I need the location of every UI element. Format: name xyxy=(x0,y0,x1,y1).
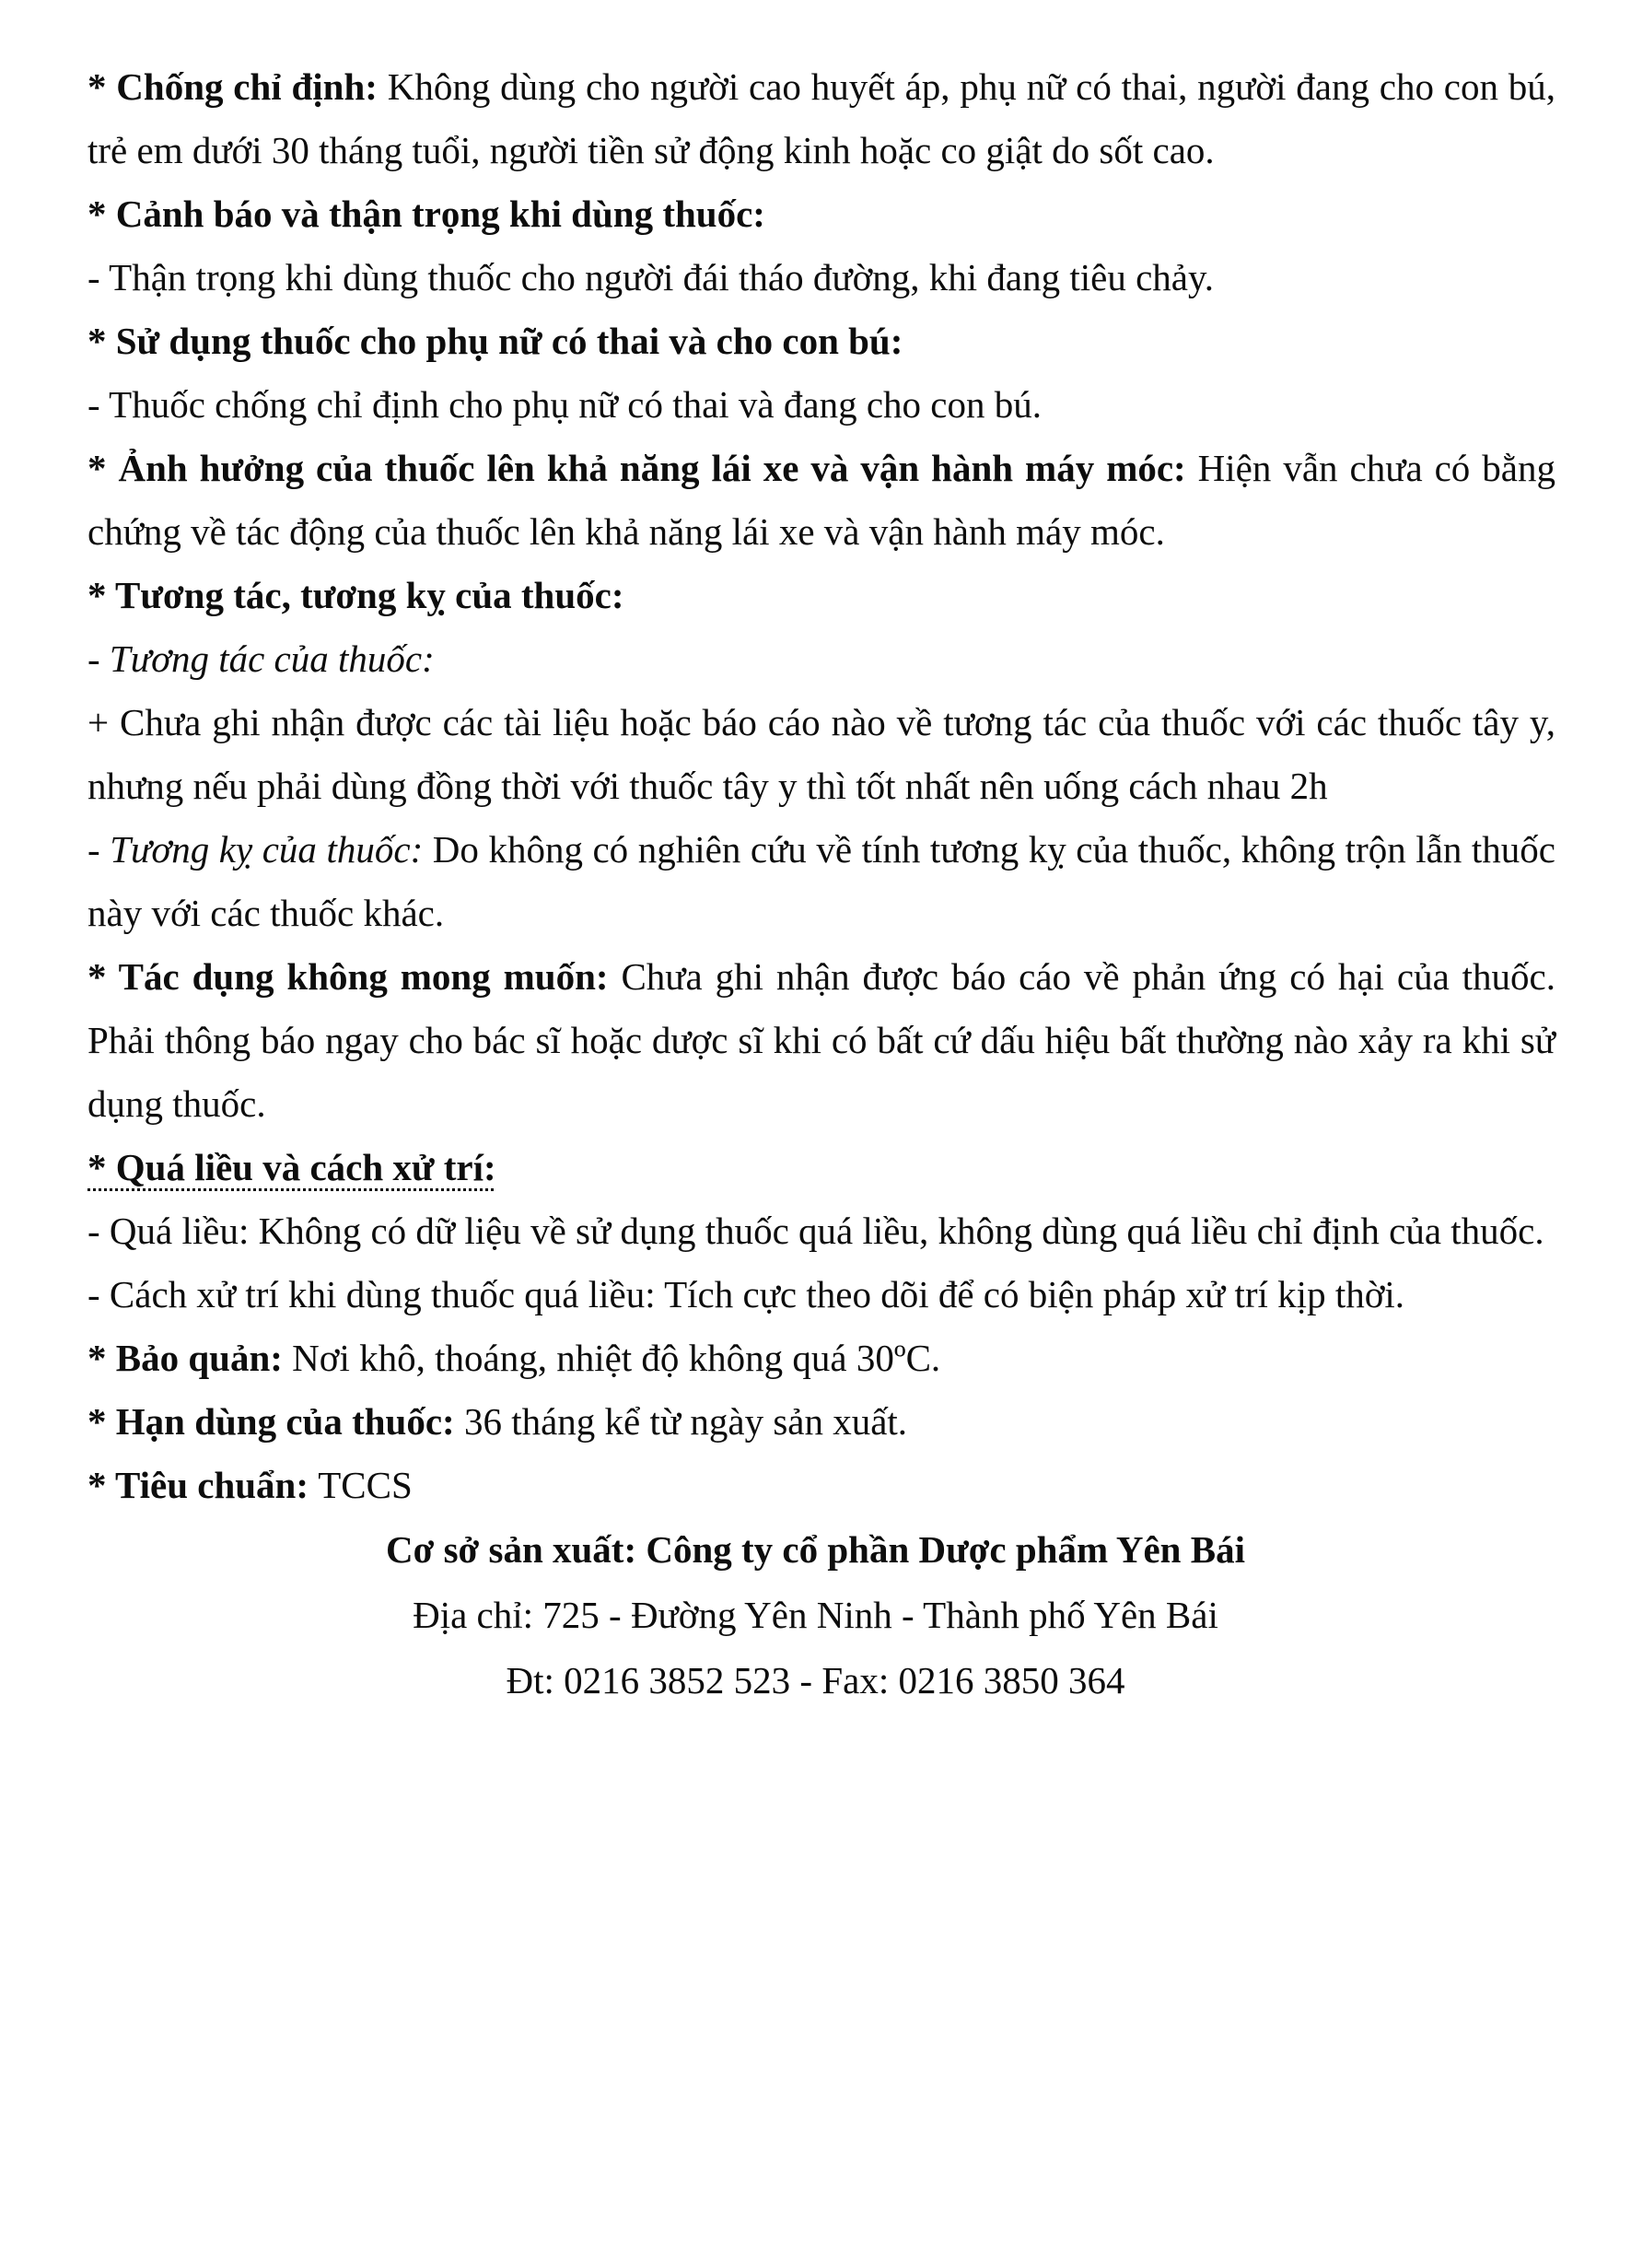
text-segment: - Quá liều: Không có dữ liệu về sử dụng thuốc quá liều, không dùng quá liều chỉ định của thuốc. xyxy=(87,1210,1544,1252)
text-segment: Hiện vẫn chưa có bằng chứng về tác động của thuốc lên khả năng lái xe và vận hành máy móc. xyxy=(87,447,1566,553)
text-segment: - Tương tác của thuốc: xyxy=(87,637,435,680)
text-segment: * Bảo quản: xyxy=(87,1337,293,1379)
text-segment: Nơi khô, thoáng, nhiệt độ không quá 30ºC. xyxy=(292,1337,941,1379)
paragraph-interactions-subheading xyxy=(87,627,1555,691)
paragraph-overdose-heading xyxy=(87,1136,1555,1199)
text-segment: - Cách xử trí khi dùng thuốc quá liều: Tích cực theo dõi để có biện pháp xử trí kịp thời. xyxy=(87,1273,1405,1315)
text-segment: * Tiêu chuẩn: xyxy=(87,1464,319,1506)
paragraph-warnings-item xyxy=(87,246,1555,310)
paragraph-warnings-heading xyxy=(87,182,1555,246)
document-footer xyxy=(0,1517,1631,1713)
paragraph-storage xyxy=(87,1327,1555,1390)
text-segment: * Ảnh hưởng của thuốc lên khả năng lái xe và vận hành máy móc: xyxy=(87,447,1198,489)
text-segment: Do không có nghiên cứu về tính tương kỵ của thuốc, không trộn lẫn thuốc này với các thuốc khác. xyxy=(87,828,1566,934)
paragraph-interactions-item xyxy=(87,691,1566,818)
text-segment: * Chống chỉ định: xyxy=(87,65,388,108)
paragraph-standard xyxy=(87,1454,1555,1517)
text-segment: - Tương kỵ của thuốc: xyxy=(87,828,433,871)
paragraph-overdose-handling-item xyxy=(87,1263,1555,1327)
text-segment: * Sử dụng thuốc cho phụ nữ có thai và cho con bú: xyxy=(87,320,903,362)
text-segment: * Quá liều và cách xử trí: xyxy=(87,1146,496,1188)
text-segment: - Thận trọng khi dùng thuốc cho người đái tháo đường, khi đang tiêu chảy. xyxy=(87,256,1215,298)
paragraph-pregnancy-item xyxy=(87,373,1555,437)
paragraph-interactions-heading xyxy=(87,564,1555,627)
paragraph-pregnancy-heading xyxy=(87,310,1555,373)
phone-fax-line: Đt: 0216 3852 523 - Fax: 0216 3850 364 xyxy=(506,1659,1125,1701)
paragraph-adverse-effects xyxy=(87,945,1566,1136)
paragraph-contraindications xyxy=(87,55,1566,182)
text-segment: Chưa ghi nhận được báo cáo về phản ứng có hại của thuốc. Phải thông báo ngay cho bác sĩ hoặc dược sĩ khi có bất cứ dấu hiệu bất thường nào xảy ra khi sử dụng thuốc. xyxy=(87,955,1566,1125)
paragraph-driving-effects xyxy=(87,437,1566,564)
text-segment: 36 tháng kể từ ngày sản xuất. xyxy=(463,1400,908,1443)
text-segment: * Hạn dùng của thuốc: xyxy=(87,1400,464,1443)
text-segment: + Chưa ghi nhận được các tài liệu hoặc báo cáo nào về tương tác của thuốc với các thuốc tây y, nhưng nếu phải dùng đồng thời với thuốc tây y thì tốt nhất nên uống cách nhau 2h xyxy=(87,701,1566,807)
address-line: Địa chỉ: 725 - Đường Yên Ninh - Thành phố Yên Bái xyxy=(413,1594,1218,1636)
manufacturer-line: Cơ sở sản xuất: Công ty cổ phần Dược phẩm Yên Bái xyxy=(386,1528,1245,1571)
text-segment: * Tác dụng không mong muốn: xyxy=(87,955,622,998)
text-segment: Không dùng cho người cao huyết áp, phụ nữ có thai, người đang cho con bú, trẻ em dưới 30 tháng tuổi, người tiền sử động kinh hoặc co giật do sốt cao. xyxy=(87,65,1566,171)
text-segment: TCCS xyxy=(318,1464,413,1506)
paragraph-incompatibility-item xyxy=(87,818,1566,945)
text-segment: - Thuốc chống chỉ định cho phụ nữ có thai và đang cho con bú. xyxy=(87,383,1042,426)
paragraph-shelf-life xyxy=(87,1390,1555,1454)
text-segment: * Cảnh báo và thận trọng khi dùng thuốc: xyxy=(87,193,765,235)
paragraph-overdose-item xyxy=(87,1199,1555,1263)
text-segment: * Tương tác, tương kỵ của thuốc: xyxy=(87,574,624,616)
